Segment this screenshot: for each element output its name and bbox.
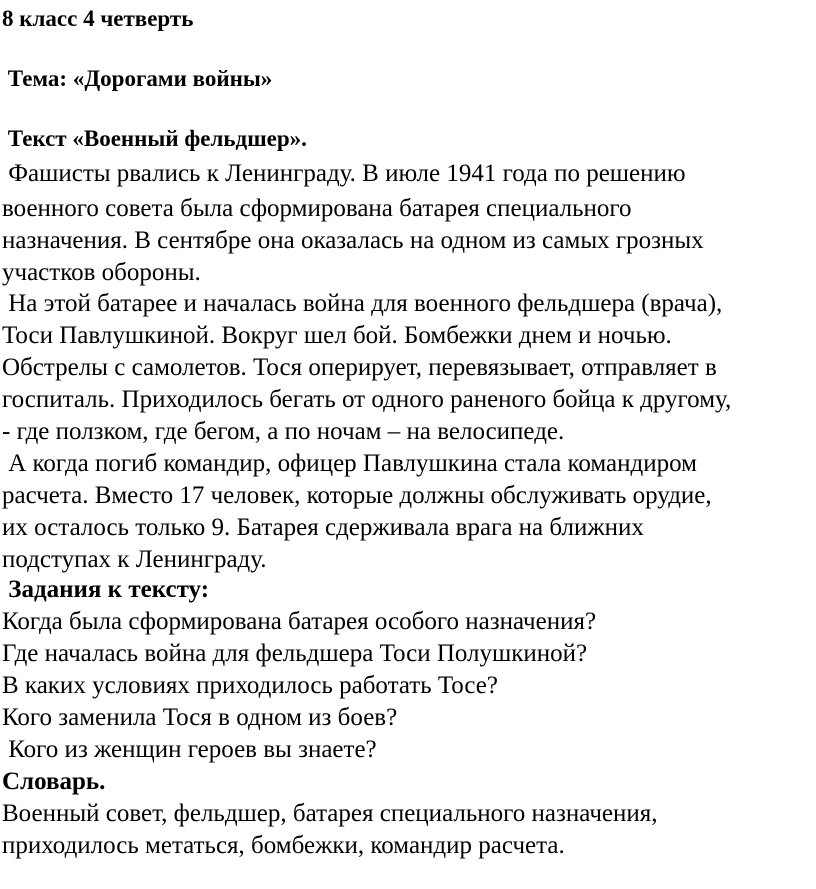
- topic-heading: Тема: «Дорогами войны»: [2, 66, 273, 91]
- task-question: Где началась война для фельдшера Тоси Полушкиной?: [2, 640, 588, 667]
- text-line: подступах к Ленинграду.: [2, 546, 267, 573]
- task-question: Кого из женщин героев вы знаете?: [2, 736, 377, 763]
- task-question: Когда была сформирована батарея особого назначения?: [2, 608, 597, 635]
- text-line: их осталось только 9. Батарея сдерживала врага на ближних: [2, 514, 644, 541]
- task-question: В каких условиях приходилось работать Тосе?: [2, 672, 498, 699]
- text-line: На этой батарее и началась война для военного фельдшера (врача),: [2, 290, 723, 317]
- vocabulary-heading: Словарь.: [2, 768, 106, 795]
- text-line: госпиталь. Приходилось бегать от одного раненого бойца к другому,: [2, 386, 732, 413]
- text-line: назначения. В сентябре она оказалась на одном из самых грозных: [2, 227, 704, 254]
- text-line: участков обороны.: [2, 259, 201, 286]
- task-question: Кого заменила Тося в одном из боев?: [2, 704, 398, 731]
- text-line: А когда погиб командир, офицер Павлушкина стала командиром: [2, 450, 697, 477]
- vocabulary-line: приходилось метаться, бомбежки, командир расчета.: [2, 832, 565, 859]
- text-line: военного совета была сформирована батарея специального: [2, 195, 632, 222]
- text-line: - где ползком, где бегом, а по ночам – на велосипеде.: [2, 418, 565, 445]
- text-line: расчета. Вместо 17 человек, которые должны обслуживать орудие,: [2, 482, 712, 509]
- text-title: Текст «Военный фельдшер».: [2, 126, 307, 151]
- vocabulary-line: Военный совет, фельдшер, батарея специального назначения,: [2, 800, 658, 827]
- grade-quarter-heading: 8 класс 4 четверть: [2, 6, 194, 31]
- text-line: Фашисты рвались к Ленинграду. В июле 1941 года по решению: [2, 160, 686, 187]
- tasks-heading: Задания к тексту:: [2, 576, 210, 603]
- text-line: Тоси Павлушкиной. Вокруг шел бой. Бомбежки днем и ночью.: [2, 322, 672, 349]
- text-line: Обстрелы с самолетов. Тося оперирует, перевязывает, отправляет в: [2, 354, 717, 381]
